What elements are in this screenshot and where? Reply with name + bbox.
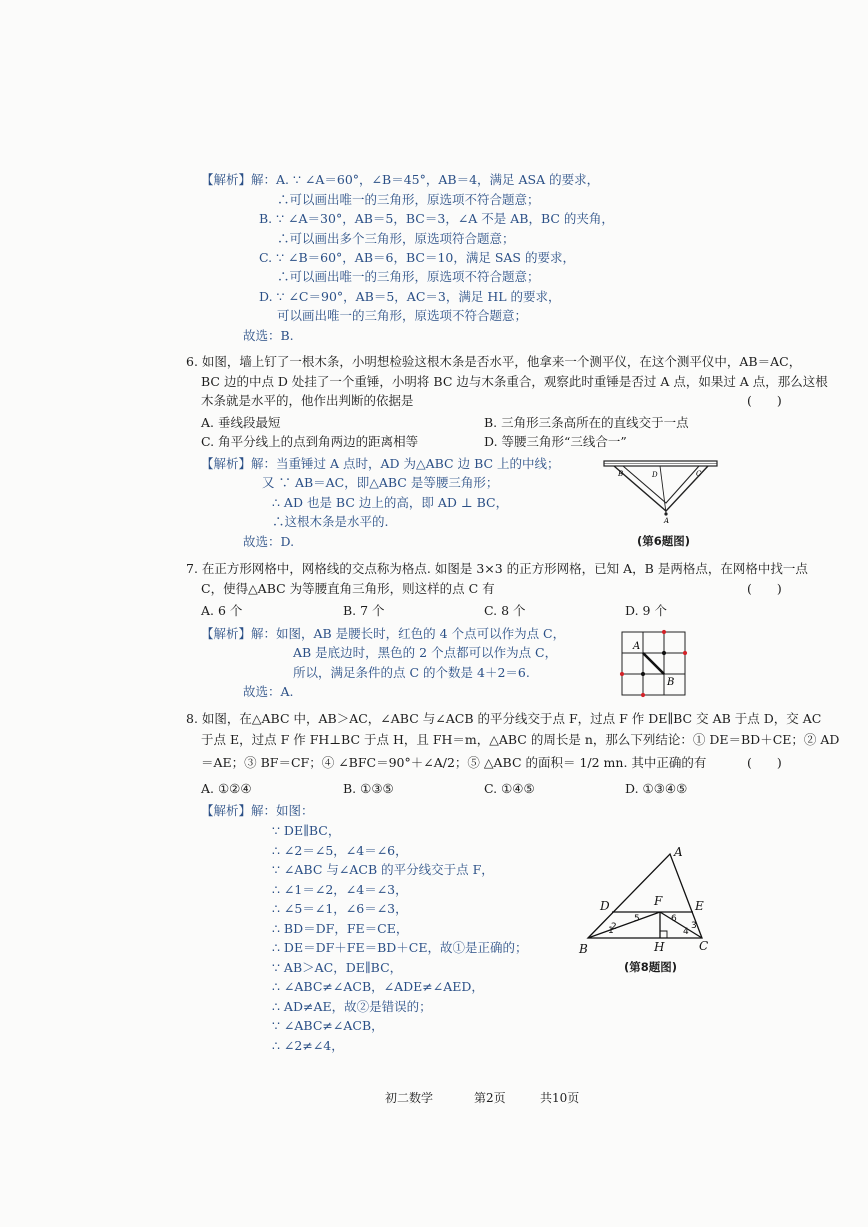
q6-analysis-line: 【解析】解：当重锤过 A 点时，AD 为△ABC 边 BC 上的中线； — [201, 456, 560, 471]
fig-label-e: E — [695, 899, 704, 913]
q6-stem-line: 6. 如图，墙上钉了一根木条，小明想检验这根木条是否水平，他拿来一个测平仪，在这个测平仪中，AB＝AC， — [186, 354, 802, 369]
fig-angle-3: 3 — [691, 921, 697, 931]
q8-option-b: B. ①③⑤ — [343, 781, 394, 796]
q8-triangle-figure — [574, 842, 724, 960]
q8-analysis-line: ∵ DE∥BC， — [272, 823, 341, 838]
q8-analysis-line: ∴ ∠ABC≠∠ACB，∠ADE≠∠AED， — [272, 979, 484, 994]
q8-figure-caption: (第8题图) — [624, 960, 678, 974]
fig-angle-4: 4 — [683, 927, 689, 937]
q5-analysis-line: 【解析】解：A. ∵ ∠A＝60°，∠B＝45°，AB＝4，满足 ASA 的要求， — [201, 172, 600, 187]
q7-option-d: D. 9 个 — [625, 603, 667, 618]
q6-option-c: C. 角平分线上的点到角两边的距离相等 — [201, 434, 419, 449]
q5-answer: 故选：B. — [243, 328, 294, 343]
fig-label-c: C — [699, 939, 709, 953]
q7-stem-line: C，使得△ABC 为等腰直角三角形，则这样的点 C 有 — [201, 581, 495, 596]
q6-figure-level-tool — [596, 455, 726, 530]
fig-label-f: F — [654, 894, 663, 908]
fig-label-d: D — [652, 471, 658, 479]
q8-option-a: A. ①②④ — [201, 781, 252, 796]
footer-page-number: 第2页 — [474, 1091, 506, 1105]
q8-answer-paren: ( ) — [747, 755, 782, 770]
fig-angle-6: 6 — [671, 914, 677, 924]
fig-angle-5: 5 — [634, 914, 640, 924]
q6-stem-line: 木条就是水平的，他作出判断的依据是 — [201, 393, 414, 408]
q6-stem-line: BC 边的中点 D 处挂了一个重锤，小明将 BC 边与木条重合，观察此时重锤是否过 A 点，如果过 A 点，那么这根 — [201, 374, 828, 389]
q5-analysis-line: D. ∵ ∠C＝90°，AB＝5，AC＝3，满足 HL 的要求， — [259, 289, 561, 304]
q8-analysis-line: ∴ DE＝DF＋FE＝BD＋CE，故①是正确的； — [272, 940, 528, 955]
q8-analysis-line: ∴ ∠1＝∠2，∠4＝∠3， — [272, 882, 408, 897]
q8-analysis-line: 【解析】解：如图： — [201, 803, 314, 818]
fig-label-a: A — [674, 845, 683, 859]
q6-figure-caption: (第6题图) — [637, 534, 691, 548]
q8-analysis-line: ∴ AD≠AE，故②是错误的； — [272, 999, 432, 1014]
q7-grid-figure — [616, 626, 691, 701]
q6-answer-paren: ( ) — [747, 393, 782, 408]
q5-analysis-line: ∴可以画出多个三角形，原选项符合题意； — [277, 231, 515, 246]
fig-angle-2: 2 — [611, 922, 617, 932]
q8-analysis-line: ∴ ∠2≠∠4， — [272, 1038, 344, 1053]
q7-stem-line: 7. 在正方形网格中，网格线的交点称为格点. 如图是 3×3 的正方形网格，已知 A，B 是两格点，在网格中找一点 — [186, 561, 808, 576]
footer-total-pages: 共10页 — [540, 1091, 580, 1105]
q6-option-b: B. 三角形三条高所在的直线交于一点 — [484, 415, 689, 430]
q5-analysis-line: C. ∵ ∠B＝60°，AB＝6，BC＝10，满足 SAS 的要求， — [259, 250, 575, 265]
q8-option-d: D. ①③④⑤ — [625, 781, 688, 796]
q7-analysis-line: 【解析】解：如图，AB 是腰长时，红色的 4 个点可以作为点 C， — [201, 626, 566, 641]
q8-analysis-line: ∵ AB＞AC，DE∥BC， — [272, 960, 403, 975]
q8-option-c: C. ①④⑤ — [484, 781, 535, 796]
fig-angle-1: 1 — [608, 926, 614, 936]
fig-label-a: A — [664, 517, 670, 525]
q7-option-c: C. 8 个 — [484, 603, 526, 618]
fig-label-d: D — [600, 899, 610, 913]
fig-label-c: C — [696, 470, 702, 478]
q5-analysis-line: ∴可以画出唯一的三角形，原选项不符合题意； — [277, 192, 540, 207]
q6-analysis-line: 又 ∵ AB＝AC，即△ABC 是等腰三角形； — [262, 475, 499, 490]
fig-label-b: B — [667, 677, 675, 688]
q6-answer: 故选：D. — [243, 534, 295, 549]
footer-subject: 初二数学 — [385, 1091, 434, 1105]
q8-analysis-line: ∵ ∠ABC≠∠ACB， — [272, 1018, 384, 1033]
fig-label-b: B — [618, 470, 624, 478]
q8-analysis-line: ∴ ∠2＝∠5，∠4＝∠6， — [272, 843, 408, 858]
q7-analysis-line: 所以，满足条件的点 C 的个数是 4＋2＝6. — [293, 665, 530, 680]
q6-analysis-line: ∴ AD 也是 BC 边上的高，即 AD ⊥ BC， — [272, 495, 509, 510]
q6-option-a: A. 垂线段最短 — [201, 415, 281, 430]
q8-stem-line: 于点 E，过点 F 作 FH⊥BC 于点 H，且 FH＝m，△ABC 的周长是 n，那么下列结论：① DE＝BD＋CE；② AD — [201, 732, 840, 747]
q6-analysis-line: ∴这根木条是水平的. — [272, 514, 389, 529]
fig-label-b: B — [579, 942, 588, 956]
q5-analysis-line: ∴可以画出唯一的三角形，原选项不符合题意； — [277, 269, 540, 284]
q8-analysis-line: ∵ ∠ABC 与∠ACB 的平分线交于点 F， — [272, 862, 494, 877]
q5-analysis-line: 可以画出唯一的三角形，原选项不符合题意； — [277, 308, 528, 323]
q7-option-b: B. 7 个 — [343, 603, 385, 618]
q7-answer: 故选：A. — [243, 684, 294, 699]
q7-analysis-line: AB 是底边时，黑色的 2 个点都可以作为点 C， — [293, 645, 558, 660]
q7-answer-paren: ( ) — [747, 581, 782, 596]
q7-option-a: A. 6 个 — [201, 603, 243, 618]
fig-label-a: A — [633, 641, 641, 652]
q8-stem-line: 8. 如图，在△ABC 中，AB＞AC，∠ABC 与∠ACB 的平分线交于点 F，过点 F 作 DE∥BC 交 AB 于点 D，交 AC — [186, 711, 822, 726]
fig-label-h: H — [654, 940, 665, 954]
q5-analysis-line: B. ∵ ∠A＝30°，AB＝5，BC＝3，∠A 不是 AB，BC 的夹角， — [259, 211, 614, 226]
q8-stem-line: ＝AE；③ BF＝CF；④ ∠BFC＝90°＋∠A/2；⑤ △ABC 的面积＝ 1/2 mn. 其中正确的有 — [201, 755, 707, 770]
q6-option-d: D. 等腰三角形“三线合一” — [484, 434, 627, 449]
q8-analysis-line: ∴ BD＝DF，FE＝CE， — [272, 921, 409, 936]
q8-analysis-line: ∴ ∠5＝∠1，∠6＝∠3， — [272, 901, 408, 916]
